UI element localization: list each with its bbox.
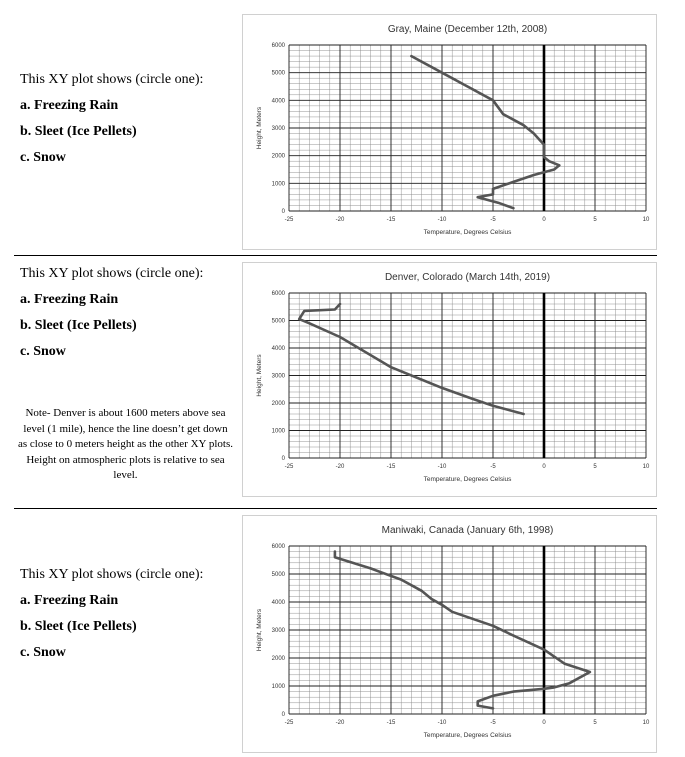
data-point [370, 568, 372, 570]
data-point [339, 303, 341, 305]
option-freezing-rain[interactable]: a. Freezing Rain [20, 593, 119, 608]
y-tick-label: 3000 [271, 126, 285, 132]
y-tick-label: 3000 [271, 373, 285, 380]
x-tick-label: -25 [284, 464, 294, 470]
data-point [411, 55, 413, 57]
data-point [543, 152, 545, 154]
data-point [467, 86, 469, 88]
x-tick-label: -5 [490, 720, 496, 726]
chart-svg [243, 15, 656, 249]
x-tick-label: -20 [335, 720, 345, 726]
option-sleet[interactable]: b. Sleet (Ice Pellets) [20, 124, 137, 139]
option-snow[interactable]: c. Snow [20, 150, 66, 165]
data-point [558, 164, 560, 166]
x-tick-label: -10 [437, 464, 447, 470]
data-point [477, 196, 479, 198]
y-tick-label: 6000 [271, 544, 285, 550]
data-point [513, 635, 515, 637]
y-tick-label: 1000 [271, 684, 285, 690]
data-point [533, 133, 535, 135]
x-tick-label: -10 [437, 217, 447, 223]
data-point [543, 171, 545, 173]
data-point [492, 708, 494, 710]
data-point [523, 413, 525, 415]
question-section-2 [0, 256, 685, 508]
data-point [564, 663, 566, 665]
data-point [441, 72, 443, 74]
chart-svg [243, 263, 656, 496]
data-point [538, 138, 540, 140]
data-point [441, 387, 443, 389]
x-tick-label: -5 [490, 217, 496, 223]
x-tick-label: -5 [490, 464, 496, 470]
data-point [492, 695, 494, 697]
chart-denver-colorado [242, 262, 657, 497]
denver-note: Note- Denver is about 1600 meters above sea level (1 mile), hence the line doesn’t get down as close to 0 meters height as the other XY plots. Height on atmospheric plots is relative to sea level. [18, 407, 233, 481]
y-tick-label: 0 [281, 209, 285, 215]
data-point [472, 618, 474, 620]
y-tick-label: 1000 [271, 428, 285, 435]
y-tick-label: 5000 [271, 318, 285, 325]
y-axis-label: Height, Meters [256, 608, 263, 652]
question-2 [20, 266, 240, 370]
y-axis-label: Height, Meters [256, 354, 263, 397]
data-point [334, 551, 336, 553]
question-prompt: This XY plot shows (circle one): [20, 72, 204, 87]
y-tick-label: 0 [281, 456, 285, 462]
data-point [492, 194, 494, 196]
y-tick-label: 2000 [271, 153, 285, 160]
x-tick-label: 5 [593, 217, 597, 223]
x-axis-label: Temperature, Degrees Celsius [423, 476, 512, 483]
y-axis-label: Height, Meters [256, 106, 263, 150]
y-tick-label: 5000 [271, 572, 285, 578]
data-point [298, 318, 300, 320]
question-prompt: This XY plot shows (circle one): [20, 567, 204, 582]
question-1 [20, 72, 240, 176]
data-point [441, 604, 443, 606]
option-freezing-rain[interactable]: a. Freezing Rain [20, 292, 119, 307]
chart-title: Maniwaki, Canada (January 6th, 1998) [381, 525, 554, 536]
x-axis-label: Temperature, Degrees Celsius [423, 732, 512, 739]
question-section-3 [0, 509, 685, 757]
data-point [400, 579, 402, 581]
data-point [492, 99, 494, 101]
question-prompt: This XY plot shows (circle one): [20, 266, 204, 281]
x-tick-label: 0 [542, 720, 546, 726]
x-tick-label: -25 [284, 217, 294, 223]
data-point [390, 366, 392, 368]
question-3 [20, 567, 240, 671]
data-point [589, 671, 591, 673]
y-tick-label: 5000 [271, 70, 285, 77]
data-point [431, 598, 433, 600]
x-tick-label: 5 [593, 720, 597, 726]
data-point [477, 705, 479, 707]
x-tick-label: -25 [284, 720, 294, 726]
data-point [543, 649, 545, 651]
data-point [309, 322, 311, 324]
option-snow[interactable]: c. Snow [20, 645, 66, 660]
y-tick-label: 6000 [271, 43, 285, 49]
y-tick-label: 4000 [271, 600, 285, 606]
chart-title: Denver, Colorado (March 14th, 2019) [384, 272, 551, 283]
data-point [472, 398, 474, 400]
chart-svg [243, 516, 656, 752]
x-tick-label: -20 [335, 464, 345, 470]
y-tick-label: 3000 [271, 628, 285, 634]
x-tick-label: -20 [335, 217, 345, 223]
x-tick-label: -15 [386, 720, 396, 726]
chart-title: Gray, Maine (December 12th, 2008) [387, 24, 548, 35]
data-point [513, 181, 515, 183]
y-tick-label: 1000 [271, 181, 285, 188]
option-freezing-rain[interactable]: a. Freezing Rain [20, 98, 119, 113]
data-point [513, 691, 515, 693]
x-tick-label: 0 [542, 464, 546, 470]
data-point [339, 336, 341, 338]
data-point [543, 688, 545, 690]
data-point [502, 113, 504, 115]
data-point [553, 687, 555, 689]
y-tick-label: 2000 [271, 656, 285, 662]
y-tick-label: 4000 [271, 98, 285, 105]
y-tick-label: 0 [281, 712, 285, 718]
data-point [334, 309, 336, 311]
data-point [303, 310, 305, 312]
x-tick-label: 10 [642, 464, 650, 470]
data-point [334, 556, 336, 558]
data-point [451, 611, 453, 613]
x-tick-label: -10 [437, 720, 447, 726]
x-tick-label: 0 [542, 217, 546, 223]
data-point [421, 590, 423, 592]
data-point [513, 207, 515, 209]
x-tick-label: -15 [386, 464, 396, 470]
data-point [533, 174, 535, 176]
data-point [543, 144, 545, 146]
y-tick-label: 4000 [271, 346, 285, 352]
x-tick-label: -15 [386, 217, 396, 223]
temperature-profile-line [411, 56, 559, 208]
x-tick-label: 10 [642, 217, 650, 223]
data-point [543, 156, 545, 158]
option-sleet[interactable]: b. Sleet (Ice Pellets) [20, 619, 137, 634]
option-snow[interactable]: c. Snow [20, 344, 66, 359]
y-tick-label: 2000 [271, 401, 285, 407]
chart-maniwaki-canada [242, 515, 657, 753]
data-point [477, 701, 479, 703]
y-tick-label: 6000 [271, 291, 285, 297]
x-axis-label: Temperature, Degrees Celsius [423, 229, 512, 236]
data-point [523, 124, 525, 126]
data-point [553, 169, 555, 171]
data-point [569, 682, 571, 684]
chart-gray-maine [242, 14, 657, 250]
data-point [492, 405, 494, 407]
data-point [492, 188, 494, 190]
data-point [497, 202, 499, 204]
question-section-1 [0, 0, 685, 255]
option-sleet[interactable]: b. Sleet (Ice Pellets) [20, 318, 137, 333]
data-point [548, 160, 550, 162]
x-tick-label: 5 [593, 464, 597, 470]
x-tick-label: 10 [642, 720, 650, 726]
data-point [492, 625, 494, 627]
